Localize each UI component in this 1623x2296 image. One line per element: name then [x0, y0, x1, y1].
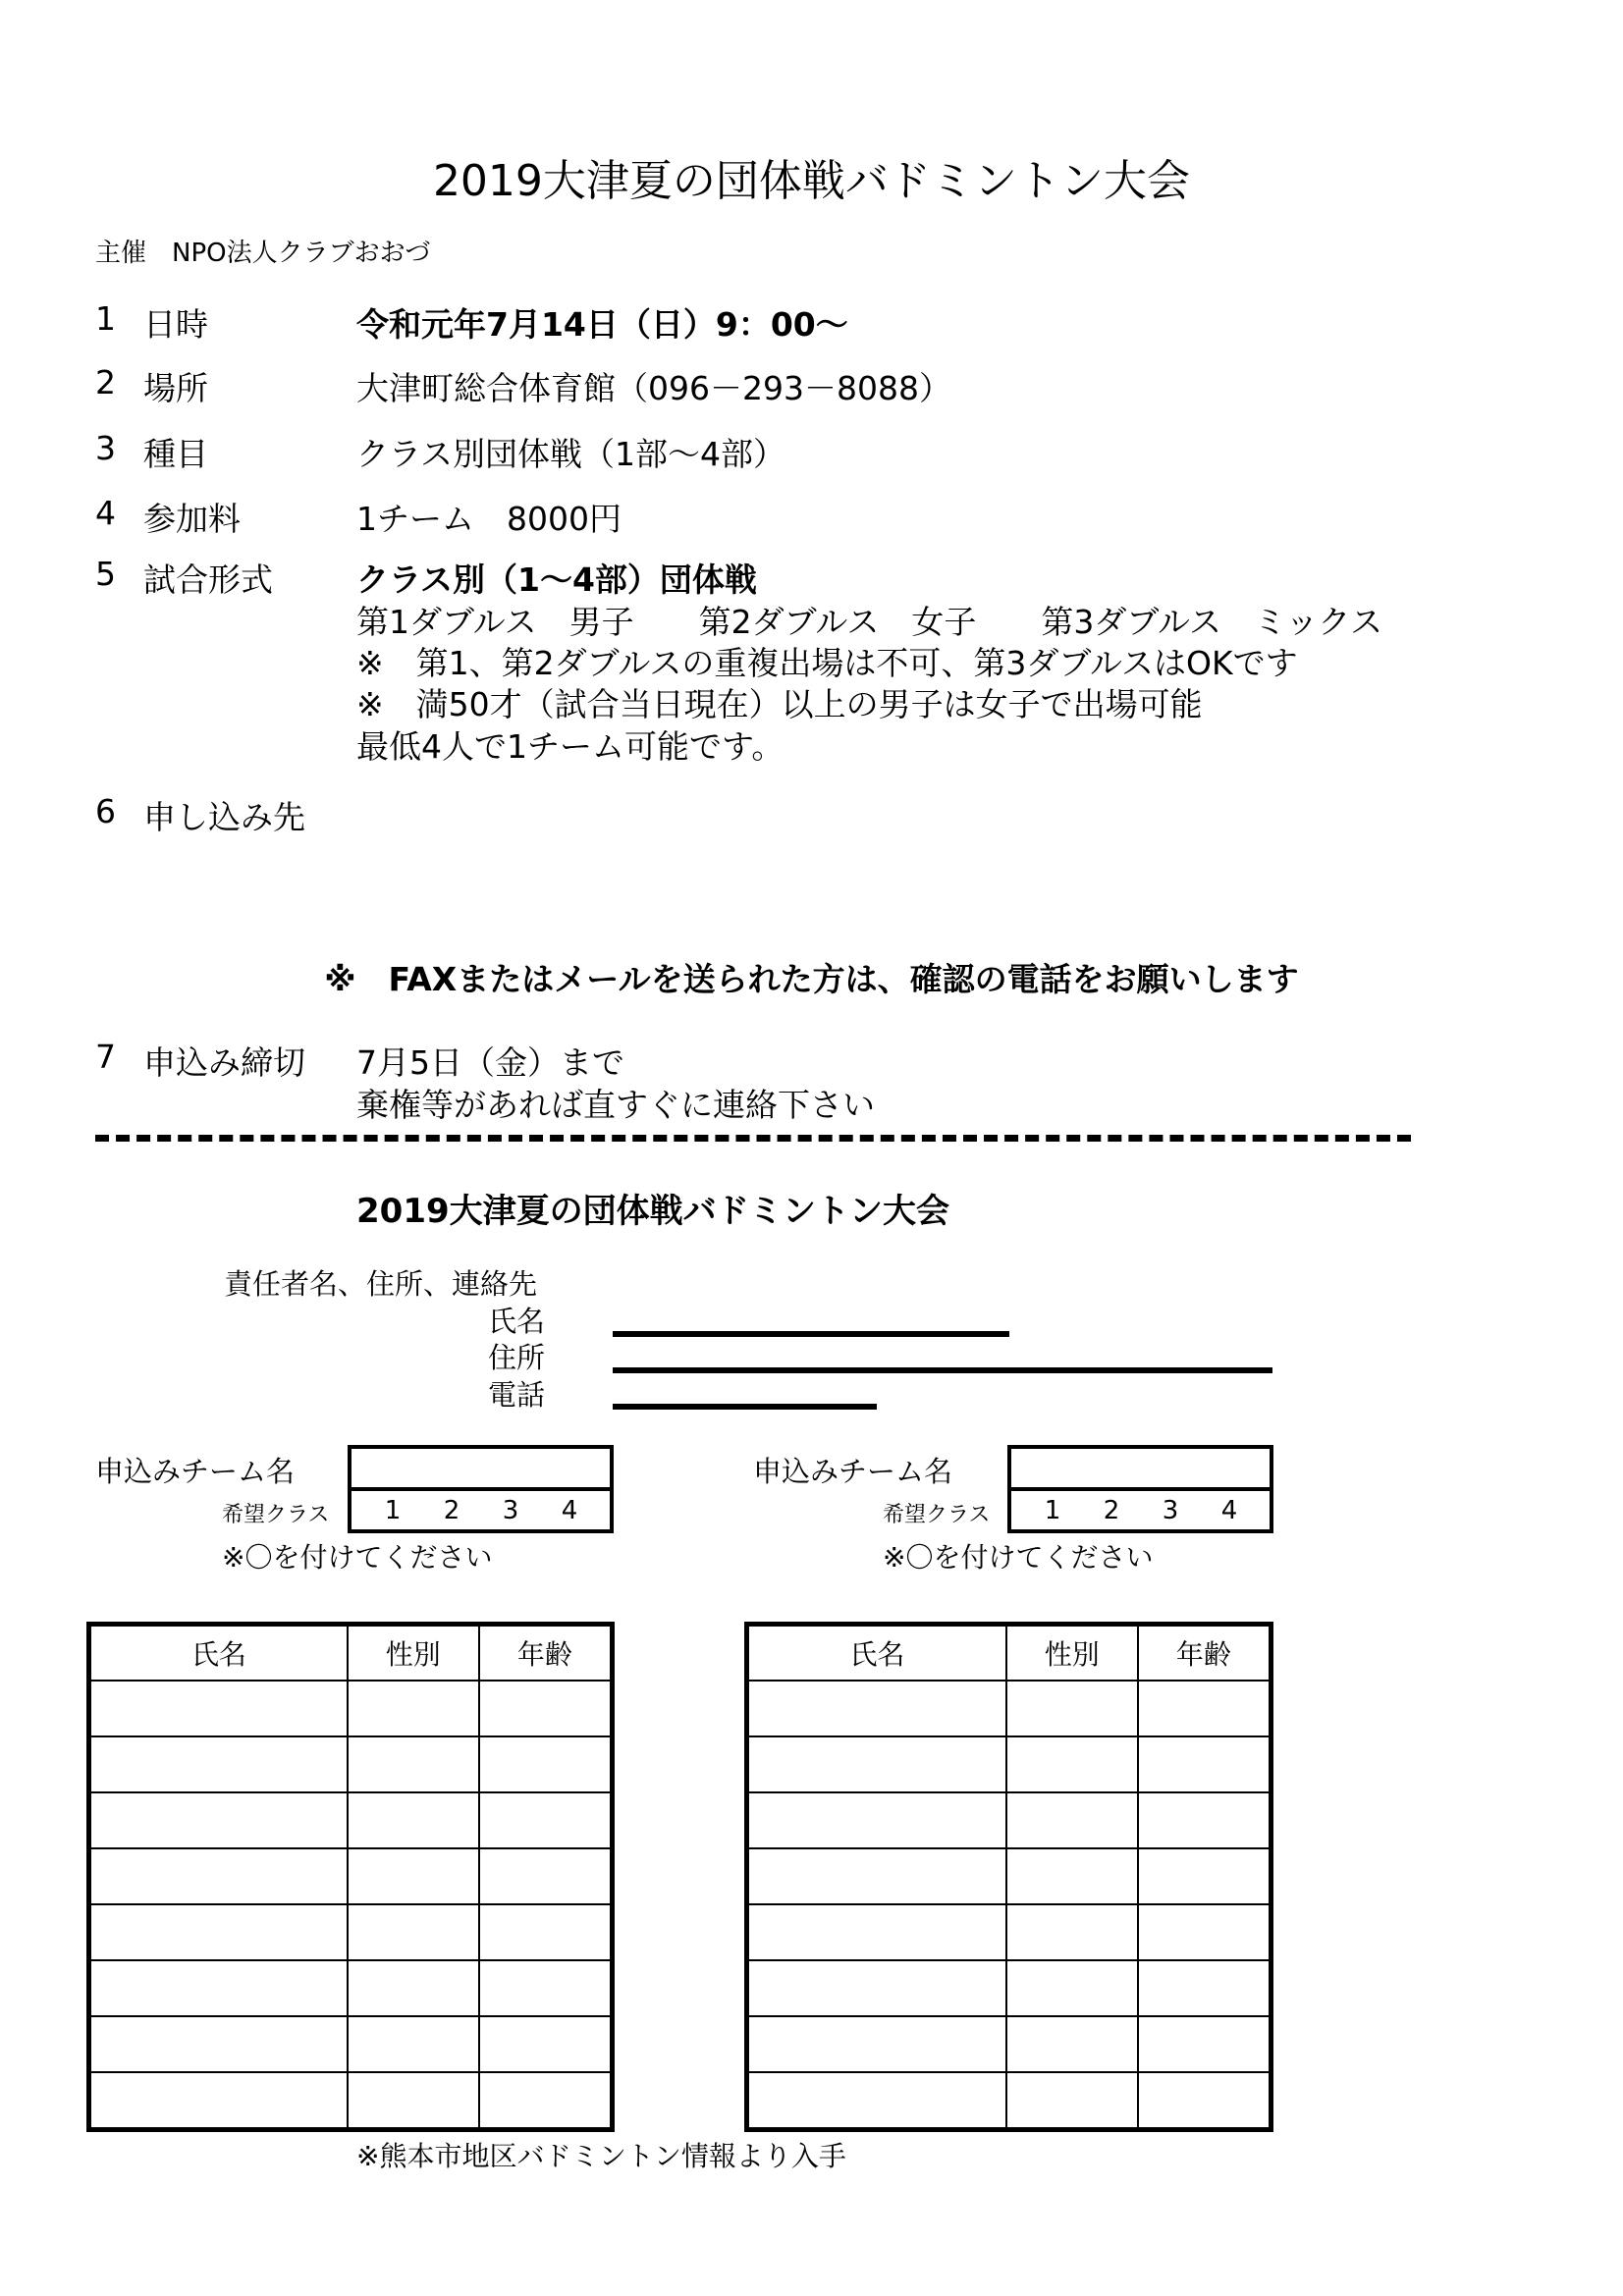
cell-age[interactable] — [1138, 1736, 1271, 1792]
cut-line — [95, 1135, 1411, 1142]
name-label: 氏名 — [488, 1305, 546, 1338]
organizer: 主催 NPO法人クラブおおづ — [95, 239, 431, 268]
item-number: 7 — [95, 1038, 116, 1076]
cell-age[interactable] — [479, 1904, 613, 1960]
item-value-fee: 1チーム 8000円 — [356, 500, 622, 538]
team-name-label: 申込みチーム名 — [753, 1455, 953, 1488]
item-number: 3 — [95, 429, 116, 467]
team-name-input[interactable] — [348, 1445, 614, 1491]
address-label: 住所 — [488, 1341, 546, 1374]
cell-gender[interactable] — [348, 1848, 479, 1904]
cell-age[interactable] — [1138, 2016, 1271, 2072]
cell-gender[interactable] — [348, 1736, 479, 1792]
cell-age[interactable] — [479, 1736, 613, 1792]
header-age: 年齢 — [1138, 1625, 1271, 1682]
cell-gender[interactable] — [1006, 1960, 1138, 2016]
phone-label: 電話 — [488, 1378, 546, 1412]
item-label-format: 試合形式 — [143, 561, 273, 599]
item-label-contact: 申し込み先 — [143, 798, 305, 836]
table-row — [89, 2072, 613, 2130]
page-title: 2019大津夏の団体戦バドミントン大会 — [432, 156, 1191, 206]
class-option[interactable]: 2 — [1103, 1496, 1120, 1525]
cell-gender[interactable] — [1006, 1792, 1138, 1848]
circle-note: ※〇を付けてください — [222, 1541, 493, 1574]
format-line: ※ 満50才（試合当日現在）以上の男子は女子で出場可能 — [356, 685, 1203, 723]
table-row — [747, 1681, 1271, 1736]
cell-name[interactable] — [89, 1904, 348, 1960]
team-name-input[interactable] — [1007, 1445, 1273, 1491]
table-row — [747, 1904, 1271, 1960]
cell-gender[interactable] — [1006, 2016, 1138, 2072]
cell-gender[interactable] — [348, 1960, 479, 2016]
item-label-venue: 場所 — [143, 369, 208, 407]
item-label-event: 種目 — [143, 435, 208, 473]
table-row — [89, 1904, 613, 1960]
table-row — [747, 2072, 1271, 2130]
cell-age[interactable] — [1138, 1848, 1271, 1904]
team-name-label: 申込みチーム名 — [95, 1455, 296, 1488]
header-gender: 性別 — [1006, 1625, 1138, 1682]
table-row — [89, 2016, 613, 2072]
item-value-venue: 大津町総合体育館（096－293－8088） — [356, 369, 951, 407]
table-row — [747, 1792, 1271, 1848]
item-value-event: クラス別団体戦（1部～4部） — [356, 435, 786, 473]
class-option[interactable]: 2 — [443, 1496, 460, 1525]
cell-name[interactable] — [89, 2072, 348, 2130]
item-number: 1 — [95, 299, 116, 338]
header-name: 氏名 — [89, 1625, 348, 1682]
cell-name[interactable] — [89, 1792, 348, 1848]
table-row — [89, 1736, 613, 1792]
class-option[interactable]: 3 — [1162, 1496, 1179, 1525]
item-number: 2 — [95, 363, 116, 401]
cell-name[interactable] — [89, 1848, 348, 1904]
class-options — [363, 1491, 599, 1530]
item-number: 5 — [95, 555, 116, 593]
cell-age[interactable] — [479, 2072, 613, 2130]
class-option[interactable]: 1 — [384, 1496, 402, 1525]
cell-gender[interactable] — [348, 1904, 479, 1960]
responsible-label: 責任者名、住所、連絡先 — [224, 1267, 538, 1301]
notice: ※ FAXまたはメールを送られた方は、確認の電話をお願いします — [324, 960, 1299, 998]
deadline-note: 棄権等があれば直すぐに連絡下さい — [356, 1086, 875, 1124]
cell-age[interactable] — [479, 1848, 613, 1904]
cell-gender[interactable] — [1006, 1736, 1138, 1792]
circle-note: ※〇を付けてください — [883, 1541, 1154, 1574]
cell-name[interactable] — [747, 2072, 1006, 2130]
cell-name[interactable] — [89, 1736, 348, 1792]
cell-age[interactable] — [1138, 1681, 1271, 1736]
class-option[interactable]: 1 — [1044, 1496, 1061, 1525]
cell-age[interactable] — [479, 2016, 613, 2072]
cell-age[interactable] — [479, 1681, 613, 1736]
class-option[interactable]: 4 — [561, 1496, 578, 1525]
cell-gender[interactable] — [1006, 2072, 1138, 2130]
roster-table-left — [86, 1622, 615, 2132]
cell-name[interactable] — [747, 1848, 1006, 1904]
class-label: 希望クラス — [222, 1503, 330, 1527]
cell-name[interactable] — [747, 1792, 1006, 1848]
table-row — [89, 1848, 613, 1904]
cell-gender[interactable] — [1006, 1848, 1138, 1904]
class-label: 希望クラス — [883, 1503, 991, 1527]
format-line: ※ 第1、第2ダブルスの重複出場は不可、第3ダブルスはOKです — [356, 644, 1298, 682]
form-title: 2019大津夏の団体戦バドミントン大会 — [356, 1192, 949, 1231]
table-row — [747, 1736, 1271, 1792]
roster-table-right — [744, 1622, 1273, 2132]
class-options — [1023, 1491, 1259, 1530]
class-option[interactable]: 4 — [1220, 1496, 1238, 1525]
phone-field[interactable] — [613, 1404, 877, 1410]
format-line: 第1ダブルス 男子 第2ダブルス 女子 第3ダブルス ミックス — [356, 603, 1383, 641]
cell-name[interactable] — [747, 2016, 1006, 2072]
cell-gender[interactable] — [348, 2072, 479, 2130]
table-row — [89, 1681, 613, 1736]
header-age: 年齢 — [479, 1625, 613, 1682]
table-row — [747, 1960, 1271, 2016]
cell-name[interactable] — [747, 1736, 1006, 1792]
item-value-format: クラス別（1～4部）団体戦 — [356, 561, 757, 599]
cell-age[interactable] — [479, 1792, 613, 1848]
header-name: 氏名 — [747, 1625, 1006, 1682]
item-value-date: 令和元年7月14日（日）9：00～ — [356, 305, 848, 344]
table-row — [89, 1960, 613, 2016]
cell-age[interactable] — [1138, 2072, 1271, 2130]
item-label-date: 日時 — [143, 305, 208, 344]
table-row — [747, 1848, 1271, 1904]
item-number: 4 — [95, 494, 116, 532]
item-value-deadline: 7月5日（金）まで — [356, 1043, 624, 1082]
item-label-deadline: 申込み締切 — [143, 1043, 305, 1082]
cell-age[interactable] — [1138, 1960, 1271, 2016]
item-label-fee: 参加料 — [143, 500, 241, 538]
cell-age[interactable] — [479, 1960, 613, 2016]
cell-gender[interactable] — [348, 1792, 479, 1848]
cell-gender[interactable] — [348, 2016, 479, 2072]
address-field[interactable] — [613, 1367, 1272, 1373]
cell-gender[interactable] — [1006, 1904, 1138, 1960]
header-gender: 性別 — [348, 1625, 479, 1682]
cell-name[interactable] — [89, 2016, 348, 2072]
table-row — [747, 2016, 1271, 2072]
format-line: 最低4人で1チーム可能です。 — [356, 727, 784, 766]
cell-gender[interactable] — [1006, 1681, 1138, 1736]
cell-gender[interactable] — [348, 1681, 479, 1736]
cell-name[interactable] — [747, 1960, 1006, 2016]
table-row — [89, 1792, 613, 1848]
name-field[interactable] — [613, 1331, 1009, 1337]
cell-name[interactable] — [89, 1681, 348, 1736]
cell-name[interactable] — [747, 1681, 1006, 1736]
cell-name[interactable] — [747, 1904, 1006, 1960]
item-number: 6 — [95, 792, 116, 830]
class-option[interactable]: 3 — [502, 1496, 519, 1525]
source-note: ※熊本市地区バドミントン情報より入手 — [356, 2140, 846, 2172]
cell-age[interactable] — [1138, 1904, 1271, 1960]
cell-age[interactable] — [1138, 1792, 1271, 1848]
cell-name[interactable] — [89, 1960, 348, 2016]
